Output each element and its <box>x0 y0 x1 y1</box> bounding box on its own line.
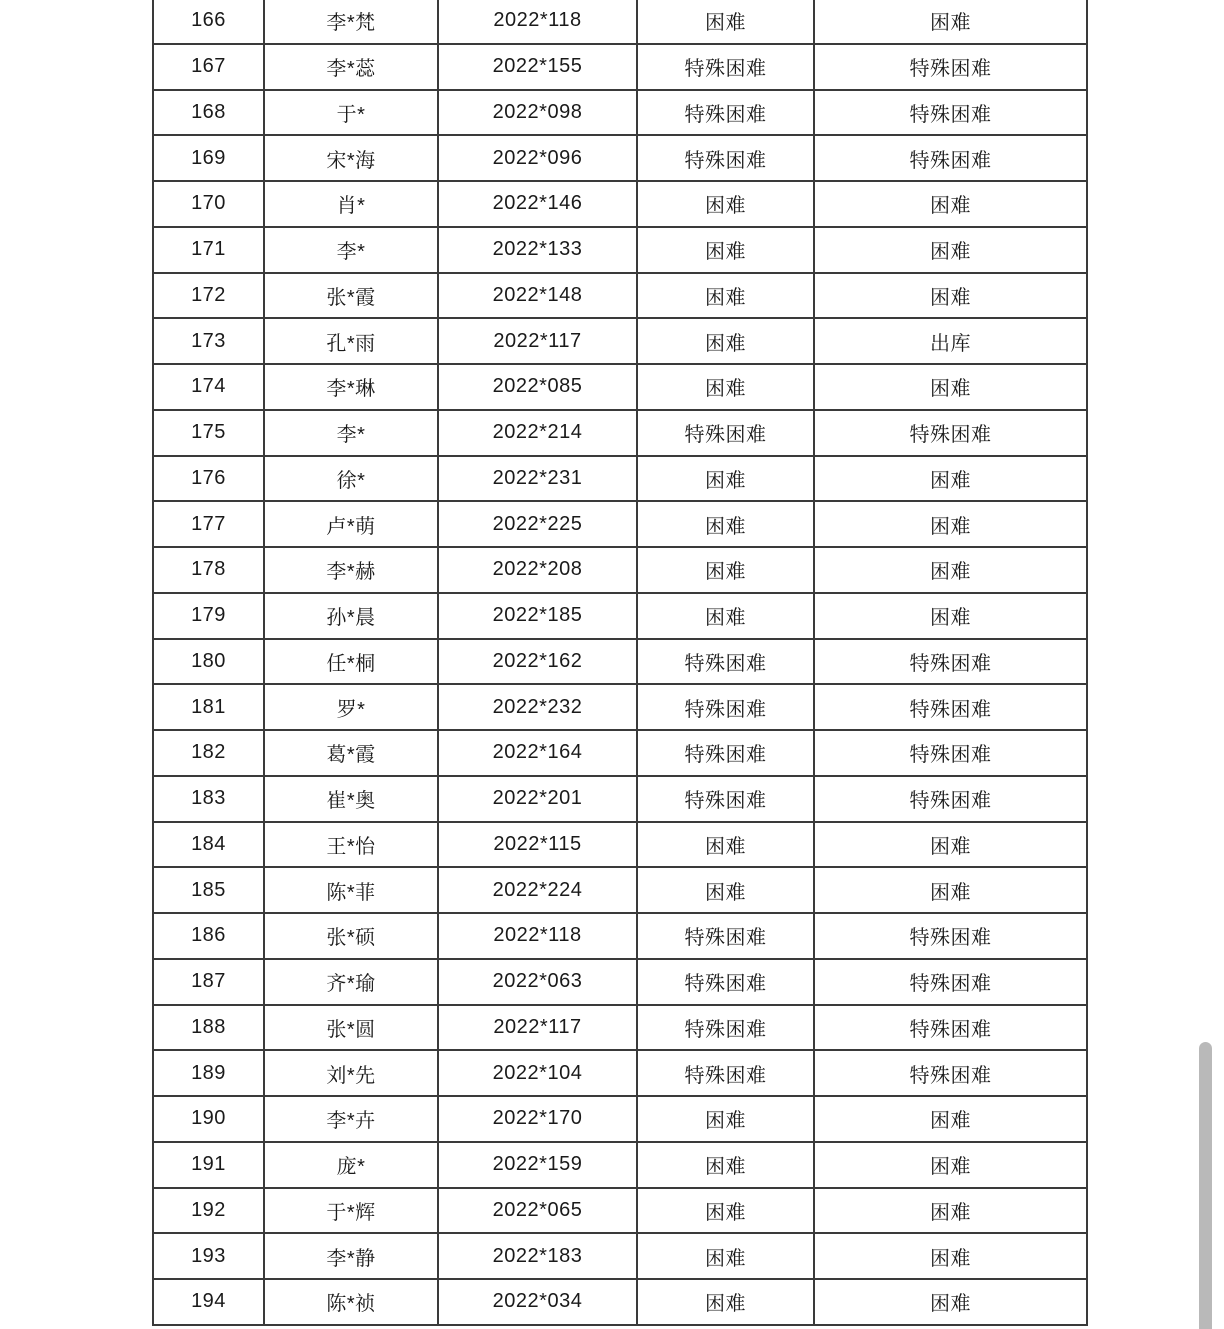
vertical-scrollbar-thumb[interactable] <box>1199 1042 1212 1329</box>
cell-row-index: 185 <box>153 867 264 913</box>
cell-status-primary: 特殊困难 <box>637 1005 814 1051</box>
cell-code: 2022*098 <box>438 90 637 136</box>
cell-name: 陈*菲 <box>264 867 438 913</box>
cell-row-index: 175 <box>153 410 264 456</box>
cell-status-primary: 困难 <box>637 1142 814 1188</box>
roster-table-container <box>152 0 1088 1326</box>
cell-status-primary: 困难 <box>637 1279 814 1325</box>
cell-code: 2022*118 <box>438 0 637 44</box>
cell-code: 2022*096 <box>438 135 637 181</box>
cell-status-secondary: 特殊困难 <box>814 135 1087 181</box>
cell-row-index: 183 <box>153 776 264 822</box>
cell-status-secondary: 特殊困难 <box>814 410 1087 456</box>
cell-name: 陈*祯 <box>264 1279 438 1325</box>
cell-status-secondary: 特殊困难 <box>814 730 1087 776</box>
cell-code: 2022*085 <box>438 364 637 410</box>
cell-name: 李*静 <box>264 1233 438 1279</box>
cell-status-secondary: 困难 <box>814 867 1087 913</box>
cell-status-primary: 特殊困难 <box>637 684 814 730</box>
cell-code: 2022*155 <box>438 44 637 90</box>
cell-code: 2022*162 <box>438 639 637 685</box>
cell-status-primary: 特殊困难 <box>637 959 814 1005</box>
cell-status-primary: 困难 <box>637 227 814 273</box>
cell-name: 罗* <box>264 684 438 730</box>
cell-code: 2022*117 <box>438 318 637 364</box>
table-row <box>153 364 1087 410</box>
cell-name: 任*桐 <box>264 639 438 685</box>
table-row <box>153 730 1087 776</box>
assistance-roster-table <box>152 0 1088 1326</box>
cell-row-index: 172 <box>153 273 264 319</box>
cell-row-index: 170 <box>153 181 264 227</box>
table-row <box>153 318 1087 364</box>
cell-code: 2022*232 <box>438 684 637 730</box>
table-body <box>153 0 1087 1325</box>
cell-status-secondary: 困难 <box>814 273 1087 319</box>
cell-code: 2022*183 <box>438 1233 637 1279</box>
cell-code: 2022*034 <box>438 1279 637 1325</box>
table-row <box>153 227 1087 273</box>
cell-name: 李*卉 <box>264 1096 438 1142</box>
cell-code: 2022*208 <box>438 547 637 593</box>
cell-row-index: 187 <box>153 959 264 1005</box>
cell-code: 2022*224 <box>438 867 637 913</box>
cell-row-index: 188 <box>153 1005 264 1051</box>
table-row <box>153 1096 1087 1142</box>
table-row <box>153 639 1087 685</box>
cell-name: 齐*瑜 <box>264 959 438 1005</box>
cell-status-secondary: 特殊困难 <box>814 44 1087 90</box>
cell-row-index: 194 <box>153 1279 264 1325</box>
table-row <box>153 913 1087 959</box>
cell-row-index: 177 <box>153 501 264 547</box>
cell-code: 2022*164 <box>438 730 637 776</box>
table-row <box>153 776 1087 822</box>
cell-status-secondary: 困难 <box>814 1279 1087 1325</box>
cell-row-index: 189 <box>153 1050 264 1096</box>
table-row <box>153 1188 1087 1234</box>
cell-status-primary: 困难 <box>637 0 814 44</box>
cell-status-secondary: 困难 <box>814 227 1087 273</box>
cell-code: 2022*063 <box>438 959 637 1005</box>
cell-status-primary: 特殊困难 <box>637 639 814 685</box>
table-row <box>153 501 1087 547</box>
cell-name: 张*霞 <box>264 273 438 319</box>
cell-name: 徐* <box>264 456 438 502</box>
cell-status-primary: 特殊困难 <box>637 730 814 776</box>
cell-status-secondary: 特殊困难 <box>814 684 1087 730</box>
cell-status-secondary: 特殊困难 <box>814 776 1087 822</box>
table-row <box>153 593 1087 639</box>
table-row <box>153 456 1087 502</box>
cell-name: 卢*萌 <box>264 501 438 547</box>
cell-row-index: 169 <box>153 135 264 181</box>
cell-row-index: 182 <box>153 730 264 776</box>
cell-code: 2022*214 <box>438 410 637 456</box>
table-row <box>153 181 1087 227</box>
cell-status-secondary: 特殊困难 <box>814 1005 1087 1051</box>
cell-status-secondary: 困难 <box>814 822 1087 868</box>
cell-status-primary: 困难 <box>637 822 814 868</box>
cell-status-primary: 困难 <box>637 1188 814 1234</box>
cell-row-index: 168 <box>153 90 264 136</box>
table-row <box>153 867 1087 913</box>
cell-row-index: 166 <box>153 0 264 44</box>
table-row <box>153 1050 1087 1096</box>
cell-name: 刘*先 <box>264 1050 438 1096</box>
cell-row-index: 171 <box>153 227 264 273</box>
cell-status-secondary: 困难 <box>814 0 1087 44</box>
cell-code: 2022*201 <box>438 776 637 822</box>
cell-row-index: 176 <box>153 456 264 502</box>
cell-name: 李* <box>264 227 438 273</box>
cell-code: 2022*146 <box>438 181 637 227</box>
cell-name: 李*琳 <box>264 364 438 410</box>
cell-row-index: 167 <box>153 44 264 90</box>
cell-code: 2022*133 <box>438 227 637 273</box>
cell-status-primary: 困难 <box>637 593 814 639</box>
table-row <box>153 273 1087 319</box>
table-row <box>153 44 1087 90</box>
cell-status-primary: 困难 <box>637 273 814 319</box>
table-row <box>153 1005 1087 1051</box>
cell-status-primary: 困难 <box>637 318 814 364</box>
cell-code: 2022*231 <box>438 456 637 502</box>
table-row <box>153 1233 1087 1279</box>
cell-status-primary: 困难 <box>637 501 814 547</box>
cell-row-index: 191 <box>153 1142 264 1188</box>
cell-status-primary: 困难 <box>637 181 814 227</box>
cell-code: 2022*159 <box>438 1142 637 1188</box>
cell-code: 2022*225 <box>438 501 637 547</box>
cell-name: 李*蕊 <box>264 44 438 90</box>
cell-status-secondary: 困难 <box>814 1096 1087 1142</box>
cell-row-index: 181 <box>153 684 264 730</box>
table-row <box>153 684 1087 730</box>
cell-status-secondary: 出库 <box>814 318 1087 364</box>
table-row <box>153 822 1087 868</box>
cell-status-primary: 特殊困难 <box>637 90 814 136</box>
cell-status-primary: 特殊困难 <box>637 44 814 90</box>
cell-code: 2022*065 <box>438 1188 637 1234</box>
cell-name: 宋*海 <box>264 135 438 181</box>
cell-status-secondary: 困难 <box>814 1233 1087 1279</box>
cell-status-secondary: 困难 <box>814 593 1087 639</box>
cell-name: 李*赫 <box>264 547 438 593</box>
cell-name: 王*怡 <box>264 822 438 868</box>
cell-name: 张*圆 <box>264 1005 438 1051</box>
cell-code: 2022*117 <box>438 1005 637 1051</box>
cell-status-secondary: 困难 <box>814 364 1087 410</box>
table-row <box>153 959 1087 1005</box>
cell-status-secondary: 特殊困难 <box>814 90 1087 136</box>
cell-status-primary: 困难 <box>637 1096 814 1142</box>
cell-row-index: 184 <box>153 822 264 868</box>
cell-status-secondary: 困难 <box>814 547 1087 593</box>
cell-name: 庞* <box>264 1142 438 1188</box>
cell-row-index: 192 <box>153 1188 264 1234</box>
table-row <box>153 90 1087 136</box>
cell-status-secondary: 困难 <box>814 181 1087 227</box>
cell-name: 葛*霞 <box>264 730 438 776</box>
cell-status-primary: 特殊困难 <box>637 410 814 456</box>
table-row <box>153 410 1087 456</box>
cell-code: 2022*170 <box>438 1096 637 1142</box>
cell-code: 2022*115 <box>438 822 637 868</box>
cell-status-secondary: 特殊困难 <box>814 913 1087 959</box>
cell-status-secondary: 困难 <box>814 456 1087 502</box>
cell-name: 孙*晨 <box>264 593 438 639</box>
cell-status-primary: 特殊困难 <box>637 776 814 822</box>
cell-code: 2022*104 <box>438 1050 637 1096</box>
cell-status-primary: 特殊困难 <box>637 1050 814 1096</box>
cell-status-secondary: 特殊困难 <box>814 1050 1087 1096</box>
cell-name: 张*硕 <box>264 913 438 959</box>
table-row <box>153 547 1087 593</box>
table-row <box>153 0 1087 44</box>
cell-row-index: 178 <box>153 547 264 593</box>
cell-status-secondary: 困难 <box>814 501 1087 547</box>
cell-name: 崔*奥 <box>264 776 438 822</box>
cell-row-index: 173 <box>153 318 264 364</box>
cell-status-secondary: 特殊困难 <box>814 959 1087 1005</box>
cell-row-index: 193 <box>153 1233 264 1279</box>
cell-code: 2022*185 <box>438 593 637 639</box>
cell-status-primary: 特殊困难 <box>637 913 814 959</box>
cell-row-index: 186 <box>153 913 264 959</box>
cell-name: 于*辉 <box>264 1188 438 1234</box>
cell-name: 李* <box>264 410 438 456</box>
table-row <box>153 1279 1087 1325</box>
cell-row-index: 179 <box>153 593 264 639</box>
table-row <box>153 135 1087 181</box>
cell-name: 肖* <box>264 181 438 227</box>
cell-status-primary: 困难 <box>637 1233 814 1279</box>
cell-status-primary: 困难 <box>637 456 814 502</box>
cell-status-primary: 困难 <box>637 547 814 593</box>
cell-name: 孔*雨 <box>264 318 438 364</box>
cell-row-index: 180 <box>153 639 264 685</box>
cell-status-primary: 困难 <box>637 867 814 913</box>
cell-status-primary: 困难 <box>637 364 814 410</box>
table-row <box>153 1142 1087 1188</box>
cell-row-index: 174 <box>153 364 264 410</box>
cell-status-secondary: 困难 <box>814 1188 1087 1234</box>
cell-name: 李*梵 <box>264 0 438 44</box>
cell-status-primary: 特殊困难 <box>637 135 814 181</box>
cell-status-secondary: 困难 <box>814 1142 1087 1188</box>
cell-code: 2022*148 <box>438 273 637 319</box>
cell-code: 2022*118 <box>438 913 637 959</box>
cell-name: 于* <box>264 90 438 136</box>
cell-status-secondary: 特殊困难 <box>814 639 1087 685</box>
cell-row-index: 190 <box>153 1096 264 1142</box>
